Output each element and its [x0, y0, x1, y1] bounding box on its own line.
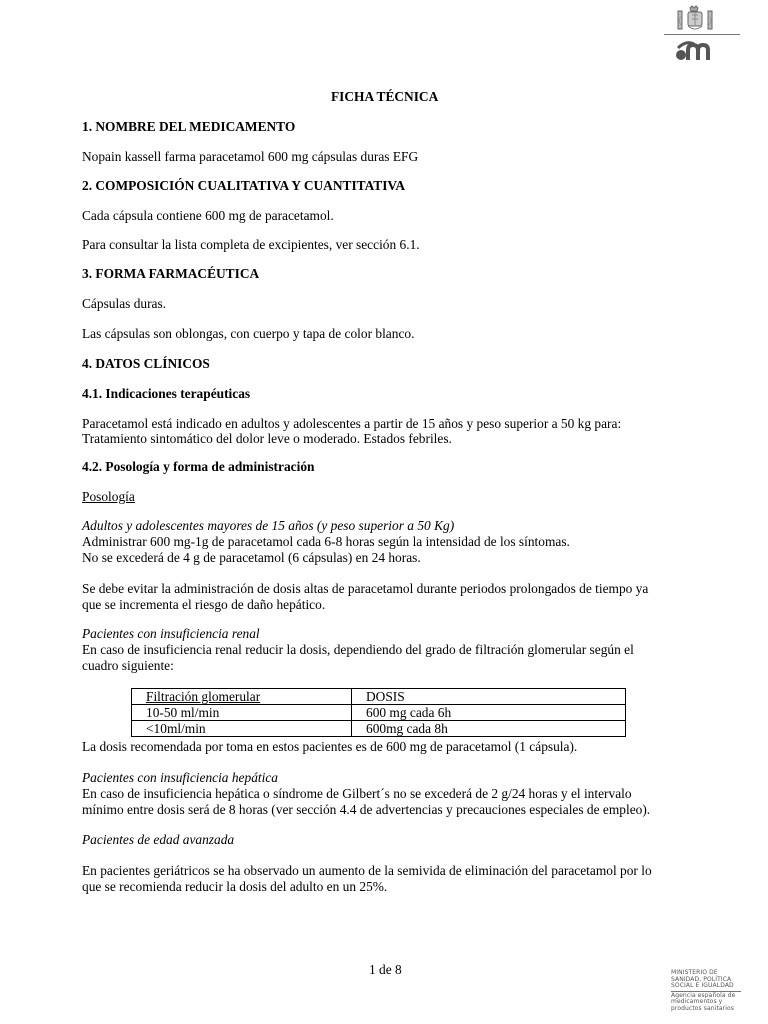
agency-line: medicamentos y: [671, 998, 723, 1006]
section-41-heading: 4.1. Indicaciones terapéuticas: [82, 386, 251, 401]
hepatic-heading: Pacientes con insuficiencia hepática: [82, 770, 278, 785]
aem-logo-mark: [676, 38, 720, 62]
hepatic-line-1: En caso de insuficiencia hepática o síndrome de Gilbert´s no se excederá de 2 g/24 horas y el intervalo: [82, 786, 632, 801]
section-3-text-2: Las cápsulas son oblongas, con cuerpo y tapa de color blanco.: [82, 326, 415, 341]
section-1-heading: 1. NOMBRE DEL MEDICAMENTO: [82, 119, 296, 134]
section-1-text: Nopain kassell farma paracetamol 600 mg cápsulas duras EFG: [82, 149, 419, 164]
section-41-line-2: Tratamiento sintomático del dolor leve o moderado. Estados febriles.: [82, 431, 452, 446]
elderly-line-2: que se recomienda reducir la dosis del adulto en un 25%.: [82, 879, 388, 894]
ministry-line: MINISTERIO DE: [671, 969, 718, 976]
page-number: 1 de 8: [369, 962, 402, 977]
renal-heading: Pacientes con insuficiencia renal: [82, 626, 260, 641]
renal-line-1: En caso de insuficiencia renal reducir la dosis, dependiendo del grado de filtración glomerular según el: [82, 642, 634, 657]
elderly-heading: Pacientes de edad avanzada: [82, 832, 235, 847]
header-rule: [664, 34, 740, 35]
adults-heading: Adultos y adolescentes mayores de 15 años (y peso superior a 50 Kg): [82, 518, 455, 533]
section-2-heading: 2. COMPOSICIÓN CUALITATIVA Y CUANTITATIVA: [82, 178, 406, 193]
section-4-heading: 4. DATOS CLÍNICOS: [82, 356, 210, 371]
table-cell: 600 mg cada 6h: [352, 705, 626, 721]
adults-line-1: Administrar 600 mg-1g de paracetamol cada 6-8 horas según la intensidad de los síntomas.: [82, 534, 570, 549]
section-41-line-1: Paracetamol está indicado en adultos y adolescentes a partir de 15 años y peso superior a 50 kg para:: [82, 416, 622, 431]
table-header-row: [132, 689, 626, 705]
avoid-line-2: que se incrementa el riesgo de daño hepático.: [82, 597, 326, 612]
section-2-text-1: Cada cápsula contiene 600 mg de paracetamol.: [82, 208, 334, 223]
ministry-line: SOCIAL E IGUALDAD: [671, 982, 734, 990]
table-cell: <10ml/min: [132, 721, 352, 737]
elderly-line-1: En pacientes geriátricos se ha observado un aumento de la semivida de eliminación del paracetamol por lo: [82, 863, 652, 878]
adults-line-2: No se excederá de 4 g de paracetamol (6 cápsulas) en 24 horas.: [82, 550, 421, 565]
ministry-logo: [671, 970, 741, 1013]
table-header-cell: Filtración glomerular: [132, 689, 352, 705]
posologia-heading: Posología: [82, 489, 135, 504]
renal-after-text: La dosis recomendada por toma en estos pacientes es de 600 mg de paracetamol (1 cápsula).: [82, 739, 578, 754]
agency-line: productos sanitarios: [671, 1004, 735, 1012]
section-2-text-2: Para consultar la lista completa de excipientes, ver sección 6.1.: [82, 237, 420, 252]
hepatic-line-2: mínimo entre dosis será de 8 horas (ver sección 4.4 de advertencias y precauciones especiales de empleo).: [82, 802, 651, 817]
avoid-line-1: Se debe evitar la administración de dosis altas de paracetamol durante periodos prolongados de tiempo ya: [82, 581, 649, 596]
table-cell: 600mg cada 8h: [352, 721, 626, 737]
table-header-cell: DOSIS: [352, 689, 626, 705]
table-row: [132, 705, 626, 721]
renal-dose-table: [131, 688, 626, 737]
agency-line: Agencia española de: [671, 991, 736, 999]
ministry-line: SANIDAD, POLÍTICA: [671, 975, 732, 983]
table-cell: 10-50 ml/min: [132, 705, 352, 721]
renal-line-2: cuadro siguiente:: [82, 658, 174, 673]
section-42-heading: 4.2. Posología y forma de administración: [82, 459, 315, 474]
section-3-heading: 3. FORMA FARMACÉUTICA: [82, 266, 260, 281]
table-row: [132, 721, 626, 737]
document-title: FICHA TÉCNICA: [331, 89, 439, 104]
section-3-text-1: Cápsulas duras.: [82, 296, 167, 311]
